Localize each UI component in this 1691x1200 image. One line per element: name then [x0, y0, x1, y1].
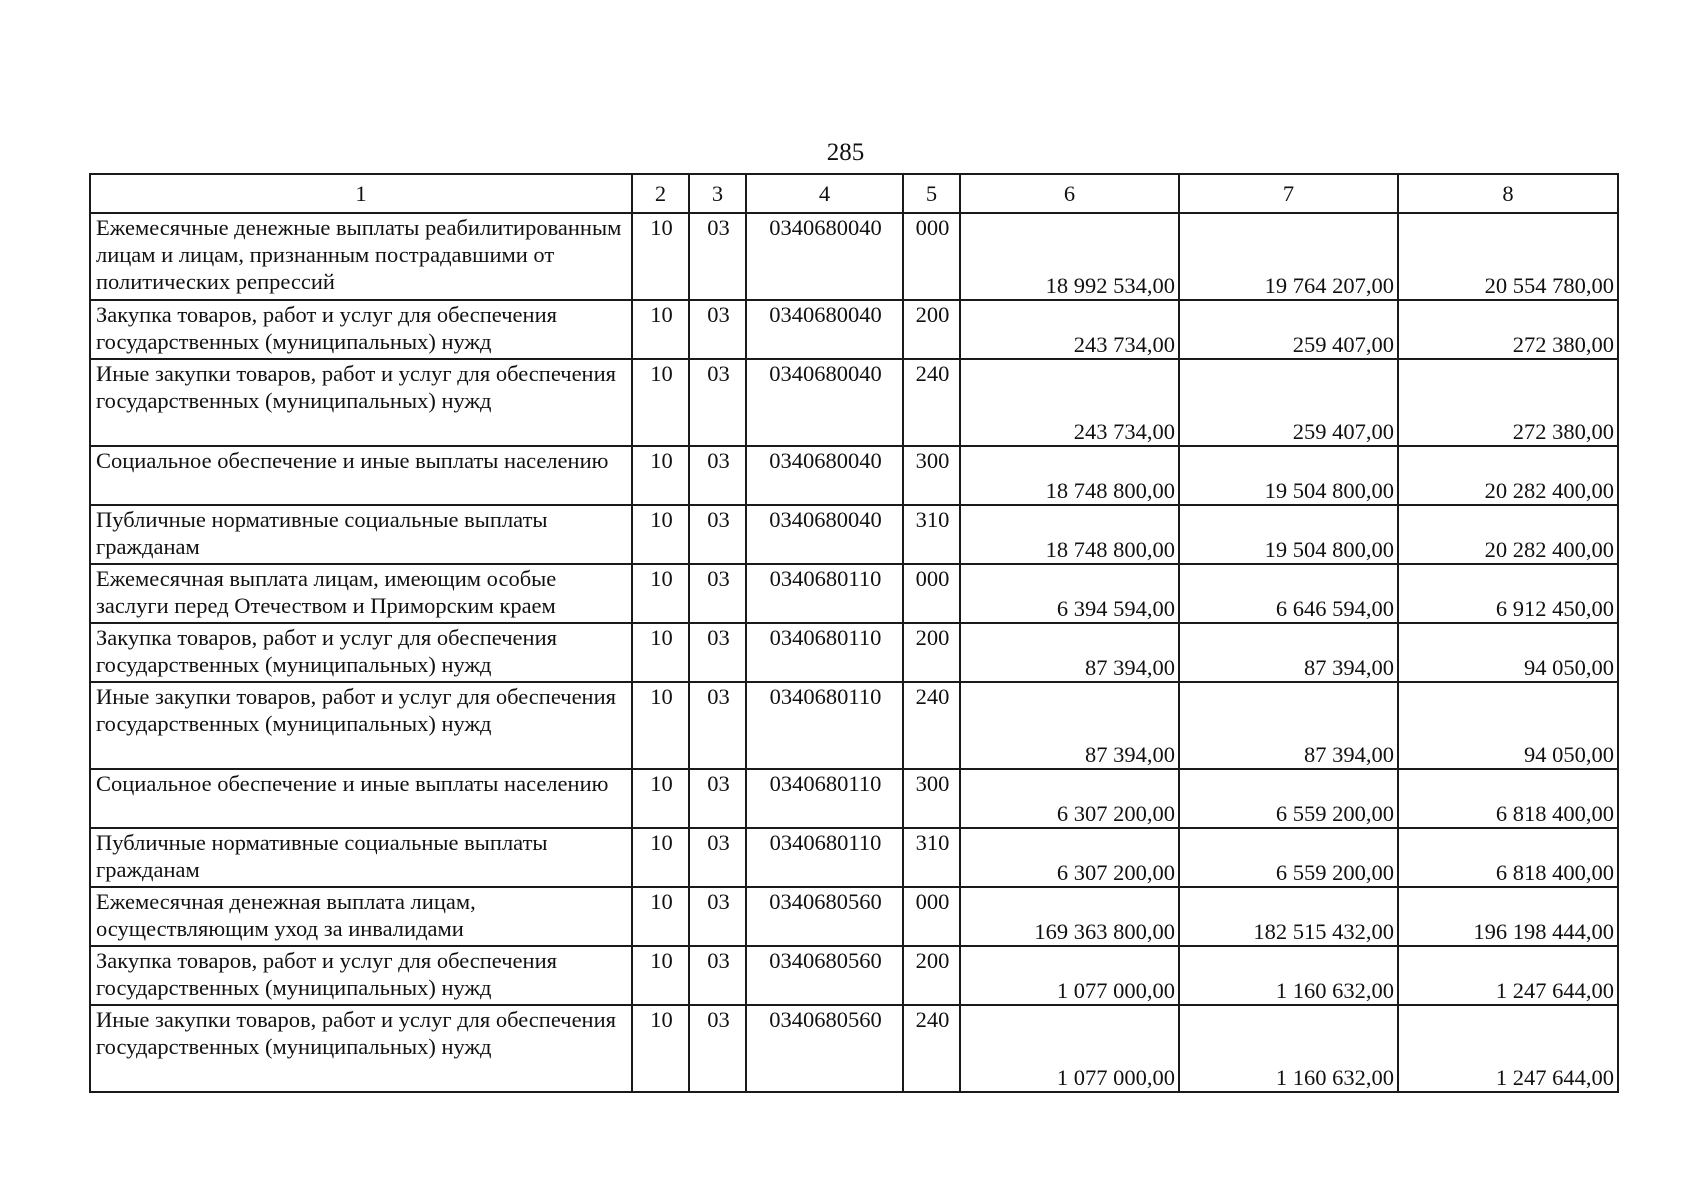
- amount-col8-cell: 6 818 400,00: [1398, 769, 1618, 828]
- table-row: [90, 359, 1618, 446]
- header-row: [90, 174, 1618, 213]
- header-cell: 6: [960, 174, 1179, 213]
- amount-col7-cell: 19 764 207,00: [1179, 213, 1398, 300]
- amount-col8-cell: 94 050,00: [1398, 623, 1618, 682]
- header-cell: 1: [90, 174, 632, 213]
- subsection-code-cell: 03: [689, 446, 746, 505]
- table-row: [90, 682, 1618, 769]
- table-row: [90, 300, 1618, 359]
- row-name-cell: Иные закупки товаров, работ и услуг для обеспечения государственных (муниципальных) нужд: [90, 359, 632, 446]
- subsection-code-cell: 03: [689, 213, 746, 300]
- amount-col8-cell: 272 380,00: [1398, 359, 1618, 446]
- target-article-cell: 0340680110: [746, 828, 903, 887]
- row-name-cell: Закупка товаров, работ и услуг для обеспечения государственных (муниципальных) нужд: [90, 300, 632, 359]
- amount-col6-cell: 169 363 800,00: [960, 887, 1179, 946]
- section-code-cell: 10: [632, 623, 689, 682]
- amount-col6-cell: 6 307 200,00: [960, 828, 1179, 887]
- header-cell: 8: [1398, 174, 1618, 213]
- row-name-cell: Ежемесячная выплата лицам, имеющим особые заслуги перед Отечеством и Приморским краем: [90, 564, 632, 623]
- target-article-cell: 0340680560: [746, 1005, 903, 1092]
- amount-col8-cell: 20 282 400,00: [1398, 446, 1618, 505]
- header-cell: 3: [689, 174, 746, 213]
- expense-type-cell: 310: [903, 828, 960, 887]
- amount-col7-cell: 19 504 800,00: [1179, 446, 1398, 505]
- expense-type-cell: 200: [903, 946, 960, 1005]
- row-name-cell: Публичные нормативные социальные выплаты гражданам: [90, 828, 632, 887]
- subsection-code-cell: 03: [689, 505, 746, 564]
- section-code-cell: 10: [632, 505, 689, 564]
- amount-col8-cell: 20 282 400,00: [1398, 505, 1618, 564]
- target-article-cell: 0340680040: [746, 446, 903, 505]
- target-article-cell: 0340680560: [746, 946, 903, 1005]
- amount-col6-cell: 18 992 534,00: [960, 213, 1179, 300]
- expense-type-cell: 200: [903, 300, 960, 359]
- expense-type-cell: 000: [903, 564, 960, 623]
- section-code-cell: 10: [632, 1005, 689, 1092]
- row-name-cell: Иные закупки товаров, работ и услуг для обеспечения государственных (муниципальных) нужд: [90, 682, 632, 769]
- subsection-code-cell: 03: [689, 564, 746, 623]
- expense-type-cell: 000: [903, 887, 960, 946]
- section-code-cell: 10: [632, 300, 689, 359]
- target-article-cell: 0340680110: [746, 564, 903, 623]
- target-article-cell: 0340680040: [746, 300, 903, 359]
- section-code-cell: 10: [632, 946, 689, 1005]
- expense-type-cell: 310: [903, 505, 960, 564]
- subsection-code-cell: 03: [689, 946, 746, 1005]
- table-row: [90, 213, 1618, 300]
- expense-type-cell: 300: [903, 769, 960, 828]
- section-code-cell: 10: [632, 769, 689, 828]
- amount-col8-cell: 1 247 644,00: [1398, 1005, 1618, 1092]
- amount-col7-cell: 6 559 200,00: [1179, 769, 1398, 828]
- table-row: [90, 887, 1618, 946]
- amount-col7-cell: 182 515 432,00: [1179, 887, 1398, 946]
- expense-type-cell: 240: [903, 359, 960, 446]
- row-name-cell: Закупка товаров, работ и услуг для обеспечения государственных (муниципальных) нужд: [90, 623, 632, 682]
- section-code-cell: 10: [632, 828, 689, 887]
- amount-col7-cell: 19 504 800,00: [1179, 505, 1398, 564]
- target-article-cell: 0340680560: [746, 887, 903, 946]
- amount-col8-cell: 6 912 450,00: [1398, 564, 1618, 623]
- amount-col7-cell: 6 646 594,00: [1179, 564, 1398, 623]
- table-row: [90, 1005, 1618, 1092]
- amount-col6-cell: 87 394,00: [960, 682, 1179, 769]
- expense-type-cell: 240: [903, 682, 960, 769]
- row-name-cell: Закупка товаров, работ и услуг для обеспечения государственных (муниципальных) нужд: [90, 946, 632, 1005]
- row-name-cell: Ежемесячные денежные выплаты реабилитированным лицам и лицам, признанным пострадавшими от политических репрессий: [90, 213, 632, 300]
- subsection-code-cell: 03: [689, 887, 746, 946]
- expense-type-cell: 000: [903, 213, 960, 300]
- target-article-cell: 0340680110: [746, 623, 903, 682]
- amount-col6-cell: 243 734,00: [960, 300, 1179, 359]
- amount-col6-cell: 18 748 800,00: [960, 446, 1179, 505]
- section-code-cell: 10: [632, 213, 689, 300]
- target-article-cell: 0340680040: [746, 505, 903, 564]
- table-row: [90, 564, 1618, 623]
- amount-col6-cell: 243 734,00: [960, 359, 1179, 446]
- subsection-code-cell: 03: [689, 682, 746, 769]
- amount-col7-cell: 1 160 632,00: [1179, 946, 1398, 1005]
- target-article-cell: 0340680040: [746, 213, 903, 300]
- section-code-cell: 10: [632, 682, 689, 769]
- subsection-code-cell: 03: [689, 623, 746, 682]
- table-row: [90, 828, 1618, 887]
- header-cell: 4: [746, 174, 903, 213]
- amount-col7-cell: 259 407,00: [1179, 359, 1398, 446]
- amount-col7-cell: 6 559 200,00: [1179, 828, 1398, 887]
- row-name-cell: Социальное обеспечение и иные выплаты населению: [90, 446, 632, 505]
- amount-col6-cell: 1 077 000,00: [960, 946, 1179, 1005]
- table-row: [90, 946, 1618, 1005]
- expense-type-cell: 240: [903, 1005, 960, 1092]
- section-code-cell: 10: [632, 887, 689, 946]
- target-article-cell: 0340680110: [746, 769, 903, 828]
- amount-col6-cell: 1 077 000,00: [960, 1005, 1179, 1092]
- amount-col7-cell: 259 407,00: [1179, 300, 1398, 359]
- budget-table: [89, 173, 1619, 1093]
- section-code-cell: 10: [632, 359, 689, 446]
- row-name-cell: Социальное обеспечение и иные выплаты населению: [90, 769, 632, 828]
- amount-col8-cell: 272 380,00: [1398, 300, 1618, 359]
- row-name-cell: Публичные нормативные социальные выплаты гражданам: [90, 505, 632, 564]
- expense-type-cell: 300: [903, 446, 960, 505]
- amount-col8-cell: 20 554 780,00: [1398, 213, 1618, 300]
- header-cell: 7: [1179, 174, 1398, 213]
- amount-col8-cell: 196 198 444,00: [1398, 887, 1618, 946]
- page-number: 285: [826, 139, 865, 166]
- table-row: [90, 769, 1618, 828]
- subsection-code-cell: 03: [689, 828, 746, 887]
- amount-col6-cell: 18 748 800,00: [960, 505, 1179, 564]
- amount-col6-cell: 6 307 200,00: [960, 769, 1179, 828]
- subsection-code-cell: 03: [689, 769, 746, 828]
- expense-type-cell: 200: [903, 623, 960, 682]
- header-cell: 2: [632, 174, 689, 213]
- amount-col8-cell: 6 818 400,00: [1398, 828, 1618, 887]
- amount-col7-cell: 87 394,00: [1179, 623, 1398, 682]
- subsection-code-cell: 03: [689, 300, 746, 359]
- amount-col8-cell: 94 050,00: [1398, 682, 1618, 769]
- table-row: [90, 623, 1618, 682]
- subsection-code-cell: 03: [689, 359, 746, 446]
- table-row: [90, 446, 1618, 505]
- section-code-cell: 10: [632, 564, 689, 623]
- target-article-cell: 0340680110: [746, 682, 903, 769]
- subsection-code-cell: 03: [689, 1005, 746, 1092]
- amount-col6-cell: 6 394 594,00: [960, 564, 1179, 623]
- section-code-cell: 10: [632, 446, 689, 505]
- amount-col6-cell: 87 394,00: [960, 623, 1179, 682]
- amount-col7-cell: 87 394,00: [1179, 682, 1398, 769]
- table-row: [90, 505, 1618, 564]
- amount-col7-cell: 1 160 632,00: [1179, 1005, 1398, 1092]
- row-name-cell: Иные закупки товаров, работ и услуг для обеспечения государственных (муниципальных) нужд: [90, 1005, 632, 1092]
- row-name-cell: Ежемесячная денежная выплата лицам, осуществляющим уход за инвалидами: [90, 887, 632, 946]
- header-cell: 5: [903, 174, 960, 213]
- amount-col8-cell: 1 247 644,00: [1398, 946, 1618, 1005]
- target-article-cell: 0340680040: [746, 359, 903, 446]
